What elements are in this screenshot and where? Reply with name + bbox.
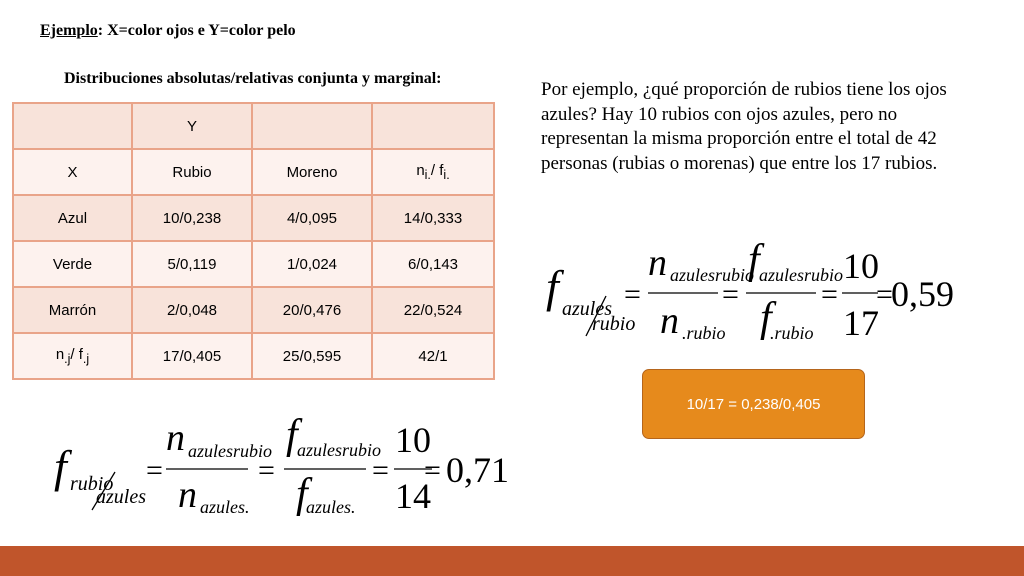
table-cell [252, 103, 372, 149]
formula-top-denominator: 17 [843, 303, 879, 343]
table-cell: 42/1 [372, 333, 494, 379]
table-row [13, 149, 494, 195]
formula-bottom-eq2: = [258, 454, 275, 487]
formula-bottom-n-num-sub: azulesrubio [188, 441, 273, 461]
table-cell: 4/0,095 [252, 195, 372, 241]
subtitle: Distribuciones absolutas/relativas conjunta y marginal: [64, 70, 442, 87]
table-cell [372, 103, 494, 149]
formula-bottom-f: f [54, 441, 67, 492]
table-row [13, 195, 494, 241]
ratio-callout: 10/17 = 0,238/0,405 [642, 369, 865, 439]
formula-rubio-given-azules [50, 412, 510, 540]
example-description: : X=color ojos e Y=color pelo [97, 22, 296, 39]
table-row [13, 287, 494, 333]
formula-bottom-f-den: f [296, 471, 308, 517]
table-cell: 10/0,238 [132, 195, 252, 241]
table-cell [13, 103, 132, 149]
distribution-table [12, 102, 495, 380]
table-cell: 6/0,143 [372, 241, 494, 287]
formula-bottom-sub1: rubio [70, 473, 114, 495]
table-cell: $n_{.j}/$ $f_{.j}$ [13, 333, 132, 379]
formula-bottom-f-den-sub: azules. [306, 497, 356, 517]
formula-top-n-num-sub: azulesrubio [670, 265, 755, 285]
formula-azules-given-rubio [540, 237, 954, 360]
formula-top-n-den-sub: .rubio [682, 323, 726, 343]
table-cell: 2/0,048 [132, 287, 252, 333]
table-cell: 17/0,405 [132, 333, 252, 379]
formula-bottom-sub2: azules [96, 486, 146, 508]
table-cell: 22/0,524 [372, 287, 494, 333]
formula-bottom-eq1: = [146, 454, 163, 487]
formula-bottom-n-num: n [166, 417, 185, 459]
table-cell: Y [132, 103, 252, 149]
formula-bottom-eq4: = [424, 454, 441, 487]
formula-bottom-n-den: n [178, 474, 197, 516]
formula-top-eq1: = [624, 278, 641, 311]
formula-top-f: f [546, 261, 559, 312]
formula-bottom-numerator: 10 [395, 420, 431, 460]
formula-bottom-result: 0,71 [446, 450, 509, 490]
formula-bottom-eq3: = [372, 454, 389, 487]
table-cell: 20/0,476 [252, 287, 372, 333]
table-row [13, 103, 494, 149]
formula-top-f-num-sub: azulesrubio [759, 265, 844, 285]
table-row [13, 241, 494, 287]
table-cell: 5/0,119 [132, 241, 252, 287]
table-cell: $n_{i.}/$ $f_{i.}$ [372, 149, 494, 195]
formula-top-sub2: rubio [592, 313, 636, 335]
table-cell: 25/0,595 [252, 333, 372, 379]
bottom-accent-bar [0, 546, 1024, 576]
explanation-text: Por ejemplo, ¿qué proporción de rubios tiene los ojos azules? Hay 10 rubios con ojos azules, pero no representan la misma proporción entre el total de 42 personas (rubias o morenas) que entre los 17 rubios. [541, 79, 947, 174]
formula-top-f-den: f [760, 295, 772, 341]
formula-top-numerator: 10 [843, 246, 879, 286]
table-cell: X [13, 149, 132, 195]
formula-top-f-den-sub: .rubio [770, 323, 814, 343]
table-cell: Marrón [13, 287, 132, 333]
formula-top-result: 0,59 [891, 274, 954, 314]
formula-top-eq3: = [821, 278, 838, 311]
example-heading [40, 22, 296, 40]
table-cell: 1/0,024 [252, 241, 372, 287]
formula-bottom-denominator: 14 [395, 476, 431, 516]
table-cell: Rubio [132, 149, 252, 195]
table-cell: 14/0,333 [372, 195, 494, 241]
formula-top-n-den: n [660, 300, 679, 342]
table-cell: Azul [13, 195, 132, 241]
table-cell: Verde [13, 241, 132, 287]
formula-top-n-num: n [648, 242, 667, 284]
formula-top-sub1: azules [562, 298, 612, 320]
formula-top-f-num: f [748, 237, 760, 283]
formula-bottom-n-den-sub: azules. [200, 497, 250, 517]
table-row [13, 333, 494, 379]
formula-bottom-f-num-sub: azulesrubio [297, 440, 382, 460]
formula-bottom-f-num: f [286, 412, 298, 458]
formula-top-eq2: = [722, 278, 739, 311]
example-label: Ejemplo [40, 22, 98, 39]
formula-top-eq4: = [876, 278, 893, 311]
table-cell: Moreno [252, 149, 372, 195]
